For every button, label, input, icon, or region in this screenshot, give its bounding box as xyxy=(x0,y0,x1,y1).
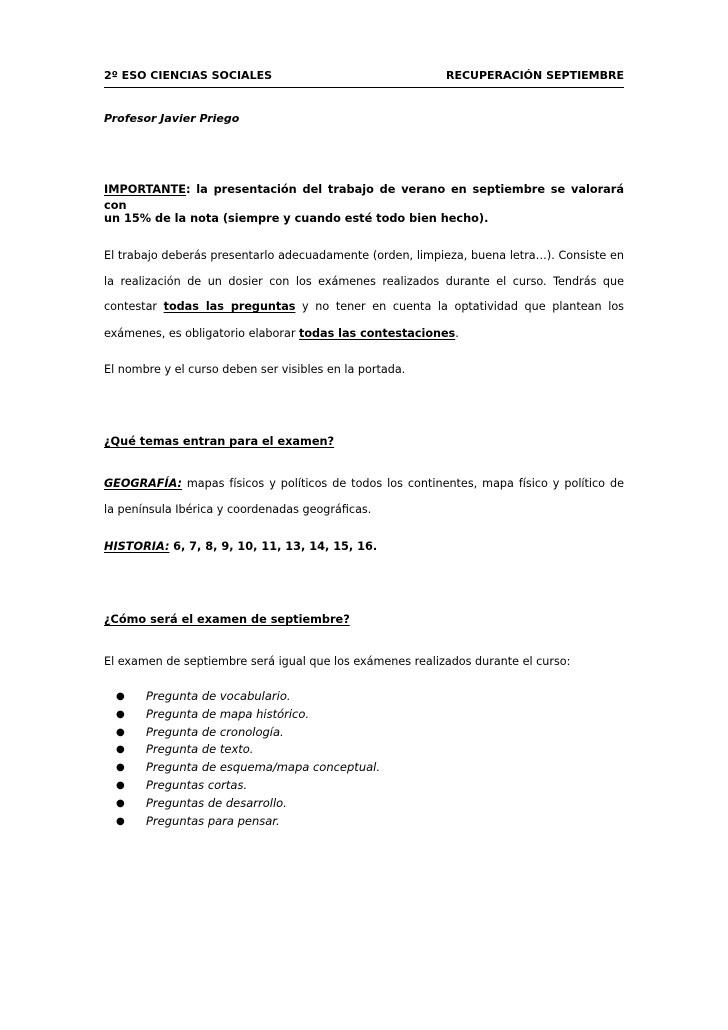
historia-temas: 6, 7, 8, 9, 10, 11, 13, 14, 15, 16. xyxy=(173,540,378,553)
bullet-icon: ● xyxy=(116,708,125,720)
todas-las-preguntas: todas las preguntas xyxy=(163,300,296,313)
bullet-icon: ● xyxy=(116,691,125,702)
geografia-text-1: mapas físicos y políticos de todos los continentes, mapa físico y político de xyxy=(186,477,624,490)
header-title: RECUPERACIÓN SEPTIEMBRE xyxy=(445,69,624,82)
bullet-icon: ● xyxy=(116,744,125,756)
examen-question-list xyxy=(104,688,380,830)
trabajo-line-2: la realización de un dosier con los exámenes realizados durante el curso. Tendrás que xyxy=(104,275,624,288)
list-item: ● Pregunta de texto. xyxy=(104,741,380,759)
examen-intro: El examen de septiembre será igual que los exámenes realizados durante el curso: xyxy=(104,655,571,668)
list-item: ● Preguntas de desarrollo. xyxy=(104,795,380,813)
examen-heading: ¿Cómo será el examen de septiembre? xyxy=(104,613,350,626)
list-item: ● Preguntas cortas. xyxy=(104,777,380,795)
importante-line-2: un 15% de la nota (siempre y cuando esté todo bien hecho). xyxy=(104,212,489,225)
document-header xyxy=(104,67,624,88)
portada-note: El nombre y el curso deben ser visibles en la portada. xyxy=(104,363,406,376)
historia-label: HISTORIA: xyxy=(104,540,170,553)
trabajo-line-1: El trabajo deberás presentarlo adecuadamente (orden, limpieza, buena letra…). Consiste en xyxy=(104,249,624,262)
list-item: ● Pregunta de mapa histórico. xyxy=(104,706,380,724)
temas-heading: ¿Qué temas entran para el examen? xyxy=(104,435,335,448)
list-item: ● Pregunta de cronología. xyxy=(104,724,380,742)
geografia-line-2: la península Ibérica y coordenadas geográficas. xyxy=(104,503,372,516)
historia-line xyxy=(104,539,624,555)
bullet-icon: ● xyxy=(116,762,125,774)
importante-line-1 xyxy=(104,182,624,214)
trabajo-line-3 xyxy=(104,299,624,315)
trabajo-line-4 xyxy=(104,326,624,342)
geografia-label: GEOGRAFÍA: xyxy=(104,477,182,490)
header-course: 2º ESO CIENCIAS SOCIALES xyxy=(104,69,273,82)
importante-line-1-text: : la presentación del trabajo de verano en septiembre se valorará con xyxy=(104,183,624,212)
bullet-icon: ● xyxy=(116,779,125,791)
bullet-icon: ● xyxy=(116,815,125,827)
todas-las-contestaciones: todas las contestaciones xyxy=(299,327,456,340)
list-item: ● Preguntas para pensar. xyxy=(104,813,380,831)
teacher-name: Profesor Javier Priego xyxy=(104,112,240,125)
geografia-line-1 xyxy=(104,476,624,492)
trabajo-line-3-c: y no tener en cuenta la optatividad que plantean los xyxy=(302,300,624,313)
trabajo-line-4-a: exámenes, es obligatorio elaborar xyxy=(104,327,296,340)
trabajo-line-3-a: contestar xyxy=(104,300,158,313)
trabajo-line-4-c: . xyxy=(455,327,459,340)
list-item: ● Pregunta de vocabulario. xyxy=(104,688,380,706)
bullet-icon: ● xyxy=(116,726,125,738)
list-item: ● Pregunta de esquema/mapa conceptual. xyxy=(104,759,380,777)
importante-label: IMPORTANTE xyxy=(104,183,186,196)
bullet-icon: ● xyxy=(116,797,125,809)
